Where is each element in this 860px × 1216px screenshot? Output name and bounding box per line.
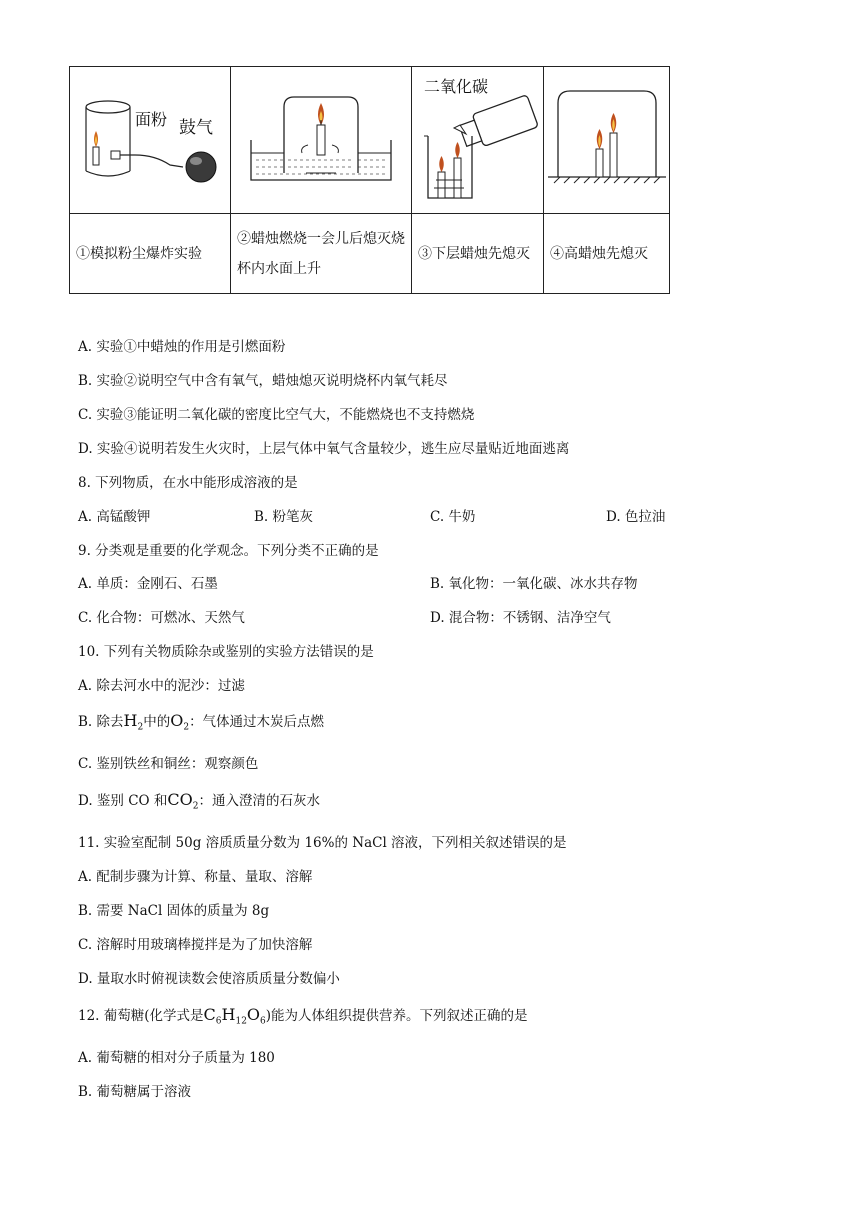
caption-1: ①模拟粉尘爆炸实验: [70, 214, 231, 294]
q10-option-a: A. 除去河水中的泥沙：过滤: [78, 678, 245, 694]
q11-stem: 11. 实验室配制 50g 溶质质量分数为 16%的 NaCl 溶液，下列相关叙述错误的是: [78, 835, 567, 851]
q7-option-c: C. 实验③能证明二氧化碳的密度比空气大，不能燃烧也不支持燃烧: [78, 407, 475, 423]
q10-option-b: B. 除去$H_2$中的$O_2$：气体通过木炭后点燃: [78, 711, 325, 733]
q10-option-d: D. 鉴别 CO 和$CO_2$：通入澄清的石灰水: [78, 790, 320, 812]
fig1-label-blow: 鼓气: [179, 118, 213, 138]
q12-option-a: A. 葡萄糖的相对分子质量为 180: [78, 1050, 275, 1066]
figure-tall-short-candles: [544, 67, 670, 214]
figure-dust-explosion: [70, 67, 231, 214]
q11-option-b: B. 需要 NaCl 固体的质量为 8g: [78, 903, 270, 919]
q11-option-d: D. 量取水时俯视读数会使溶质质量分数偏小: [78, 971, 340, 987]
q11-option-a: A. 配制步骤为计算、称量、量取、溶解: [78, 869, 313, 885]
q10-option-c: C. 鉴别铁丝和铜丝：观察颜色: [78, 756, 259, 772]
q12-option-b: B. 葡萄糖属于溶液: [78, 1084, 192, 1100]
q9-option-b: B. 氧化物：一氧化碳、冰水共存物: [430, 576, 638, 592]
q7-option-a: A. 实验①中蜡烛的作用是引燃面粉: [78, 339, 286, 355]
q8-stem: 8. 下列物质，在水中能形成溶液的是: [78, 475, 298, 491]
caption-4: ④高蜡烛先熄灭: [544, 214, 670, 294]
q9-stem: 9. 分类观是重要的化学观念。下列分类不正确的是: [78, 543, 379, 559]
q10-stem: 10. 下列有关物质除杂或鉴别的实验方法错误的是: [78, 644, 374, 660]
figure-co2-beaker: [412, 67, 544, 214]
q9-option-a: A. 单质：金刚石、石墨: [78, 576, 218, 592]
q8-option-b: B. 粉笔灰: [254, 509, 314, 525]
experiment-table: [69, 66, 670, 294]
q9-option-d: D. 混合物：不锈钢、洁净空气: [430, 610, 611, 626]
q8-option-c: C. 牛奶: [430, 509, 476, 525]
q12-stem: 12. 葡萄糖(化学式是$C_6H_{12}O_6$)能为人体组织提供营养。下列叙述正确的是: [78, 1005, 528, 1027]
q7-option-d: D. 实验④说明若发生火灾时，上层气体中氧气含量较少，逃生应尽量贴近地面逃离: [78, 441, 570, 457]
q9-option-c: C. 化合物：可燃冰、天然气: [78, 610, 245, 626]
q7-option-b: B. 实验②说明空气中含有氧气，蜡烛熄灭说明烧杯内氧气耗尽: [78, 373, 448, 389]
q11-option-c: C. 溶解时用玻璃棒搅拌是为了加快溶解: [78, 937, 313, 953]
fig3-label-co2: 二氧化碳: [423, 77, 488, 96]
caption-2: ②蜡烛燃烧一会儿后熄灭烧杯内水面上升: [231, 214, 412, 294]
q8-option-d: D. 色拉油: [606, 509, 666, 525]
caption-3: ③下层蜡烛先熄灭: [412, 214, 544, 294]
q8-option-a: A. 高锰酸钾: [78, 509, 151, 525]
fig1-label-flour: 面粉: [135, 110, 168, 129]
figure-candle-water: [231, 67, 412, 214]
